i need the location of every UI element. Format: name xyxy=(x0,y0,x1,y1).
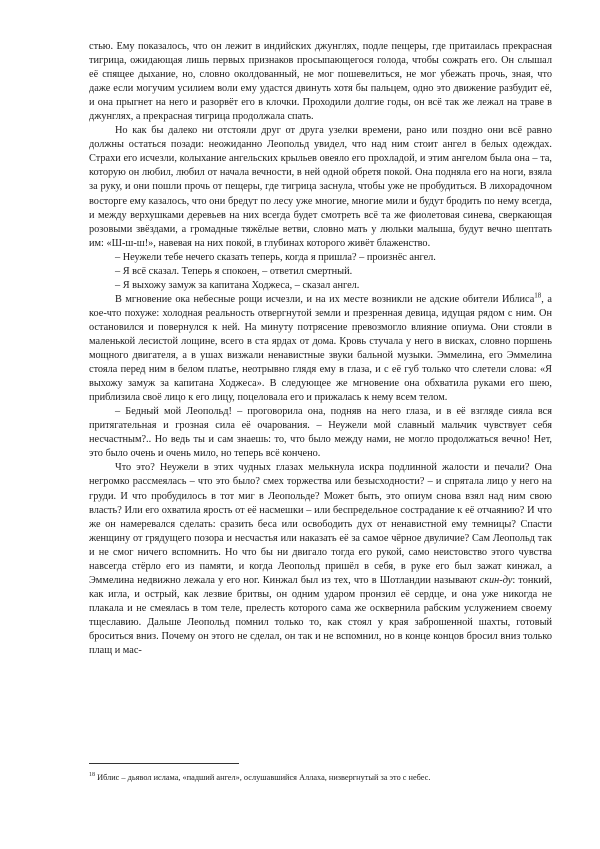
text-run: – Я выхожу замуж за капитана Ходжеса, – сказал ангел. xyxy=(115,279,360,291)
text-run: , а кое-что похуже: холодная реальность отвергнутой земли и презренная девица, идущая рядом с ним. Он остановился и повернулся к ней. На минуту потрясение превозмогло влияние опиума. Они стояли в маленькой лесистой лощине, всего в ста ярдах от дома. Кровь стучала у него в висках, словно поршень мощного двигателя, а в ушах визжали ненавистные звуки бальной музыки. Эммелина, его Эммелина стояла перед ним в белом платье, неотрывно глядя ему в глаза, и с её губ только что слетели слова: «Я выхожу замуж за капитана Ходжеса». В следующее же мгновение она обхватила руками его шею, приблизила своё лицо к его лицу, поцеловала его и прижалась к нему всем телом. xyxy=(89,293,552,404)
footnote-text: Иблис – дьявол ислама, «падший ангел», ослушавшийся Аллаха, низвергнутый за это с небес. xyxy=(95,773,431,782)
dialogue-paragraph xyxy=(89,279,552,293)
text-run: В мгновение ока небесные рощи исчезли, и на их месте возникли не адские обители Иблиса xyxy=(115,293,535,305)
paragraph xyxy=(89,124,552,250)
text-run: – Я всё сказал. Теперь я спокоен, – ответил смертный. xyxy=(115,265,353,277)
text-run: стью. Ему показалось, что он лежит в индийских джунглях, подле пещеры, где притаилась прекрасная тигрица, ожидающая лишь первых признаков просыпающегося голода, чтобы сожрать его. Он слышал её спящее дыхание, но, словно околдованный, не мог пошевелиться, не мог убежать прочь, зная, что даже если могучим усилием воли ему удастся двинуть хотя бы пальцем, одно это движение разбудит её, и она прыгнет на него и разорвёт его в клочки. Проходили долгие годы, он всё так же лежал на траве в джунглях, а прекрасная тигрица продолжала спать. xyxy=(89,41,552,123)
paragraph xyxy=(89,293,552,405)
main-text xyxy=(89,40,552,658)
footnote-ref: 18 xyxy=(534,291,542,300)
text-run: Что это? Неужели в этих чудных глазах мелькнула искра подлинной жалости и печали? Она негромко рассмеялась – что это было? смех торжества или безысходности? – и спрятала лицо у него на груди. И что пробудилось в тот миг в Леопольде? Может быть, это опиум снова взял над ним свою власть? Или его охватила ярость от её насмешки – или беспредельное сострадание к её отчаянию? И что же он намеревался сделать: сразить беса или освободить дух от ненавистной ему темницы? Спасти женщину от грядущего позора и несчастья или наказать её за самое чёрное двуличие? Сам Леопольд так и не смог ничего вспомнить. Но что бы ни двигало тогда его рукой, само неистовство этого чувства навсегда стёрло его из памяти, и когда Леопольд пришёл в себя, в руке его был зажат кинжал, а Эммелина недвижно лежала у его ног. Кинжал был из тех, что в Шотландии называют xyxy=(89,462,552,586)
italic-term: скин-ду xyxy=(479,574,513,586)
footnote-number: 18 xyxy=(89,772,95,779)
footnote xyxy=(89,772,552,783)
text-run: – Неужели тебе нечего сказать теперь, когда я пришла? – произнёс ангел. xyxy=(115,251,436,263)
paragraph xyxy=(89,40,552,124)
paragraph xyxy=(89,461,552,658)
page-body xyxy=(89,40,552,658)
dialogue-paragraph xyxy=(89,405,552,461)
footnote-separator xyxy=(89,763,239,764)
text-run: Но как бы далеко ни отстояли друг от друга узелки времени, рано или поздно они всё равно должны остаться позади: неожиданно Леопольд увидел, что над ним стоит ангел в белых одеждах. Страхи его исчезли, колыхание ангельских крыльев овеяло его прохладой, и этим ангелом была она – та, которую он любил, любил от начала вечности, в ней одной обретя покой. Она подняла его на ноги, взяла за руку, и они пошли прочь от пещеры, где тигрица заснула, чтобы уже не пробудиться. В лихорадочном восторге ему казалось, что они бредут по лесу уже многие, многие мили и будут бродить по нему всегда, и между верхушками деревьев на них всегда будет смотреть всё та же фиолетовая синева, сверкающая розовыми звёздами, а громадные тяжёлые ветви, словно мать у люльки малыша, будут вечно шептать им: «Ш-ш-ш!», навевая на них покой, в глубинах которого живёт блаженство. xyxy=(89,125,552,249)
text-run: – Бедный мой Леопольд! – проговорила она, подняв на него глаза, и в её взгляде сияла вся притягательная и грозная сила её очарования. – Неужели мой славный мальчик чувствует себя несчастным?.. Но ведь ты и сам знаешь: то, что было между нами, не могло продолжаться вечно! Нет, это было очень и очень мило, но теперь всё кончено. xyxy=(89,406,552,460)
dialogue-paragraph xyxy=(89,251,552,265)
text-run: : тонкий, как игла, и острый, как лезвие бритвы, он одним ударом пронзил её сердце, и она уже никогда не плакала и не смеялась в том теле, прелесть которого сама же осквернила рабским услужением своему тщеславию. Дальше Леопольд помнил только то, как стоял у края заброшенной шахты, готовый броситься вниз. Почему он этого не сделал, он так и не вспомнил, но в конце концов бросил вниз только плащ и мас- xyxy=(89,574,552,657)
dialogue-paragraph xyxy=(89,265,552,279)
